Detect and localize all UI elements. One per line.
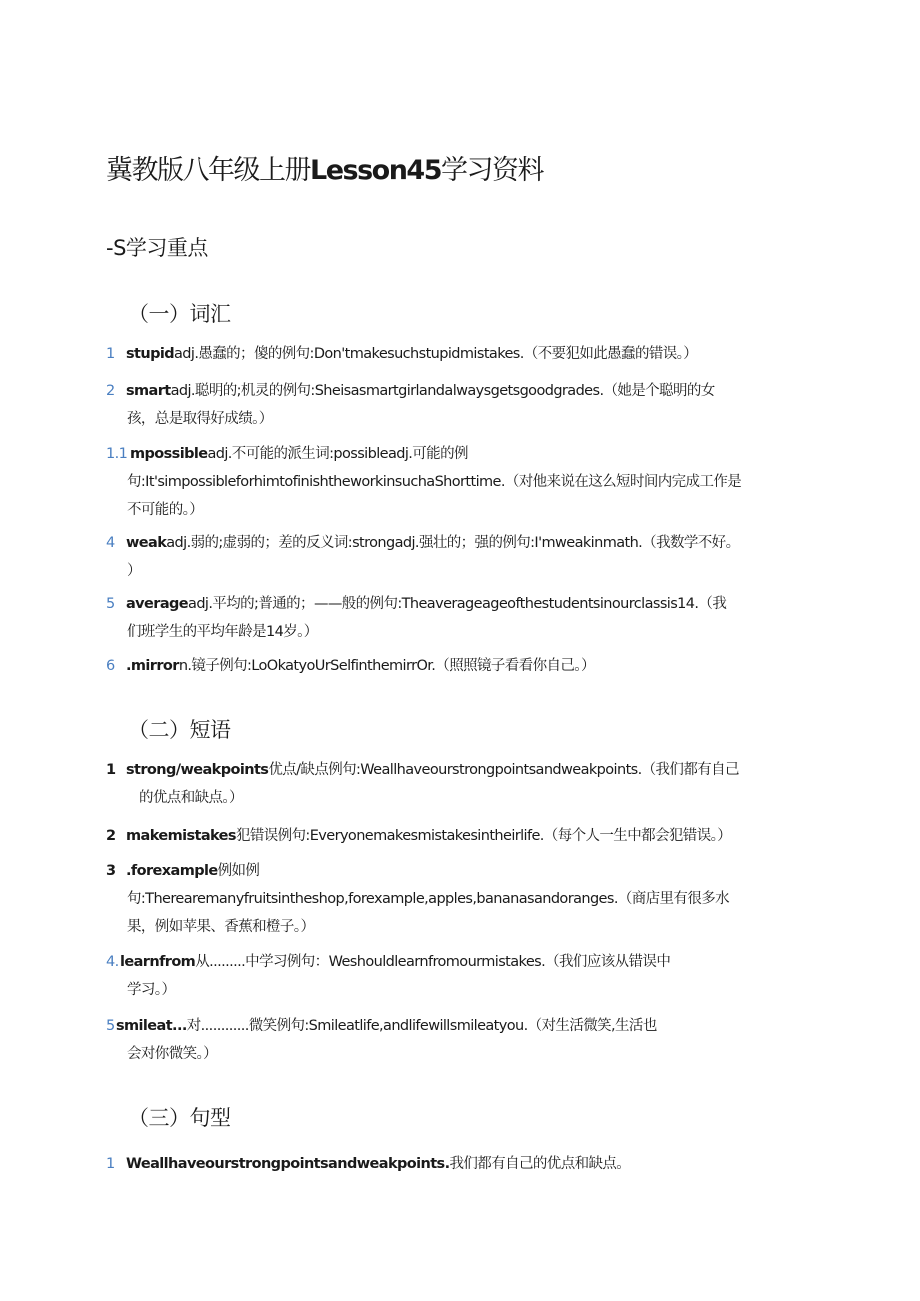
heading-phrases: （二）短语 [128,718,231,742]
phrase-item: 3 .forexample例如例 句:Therearemanyfruitsintheshop,forexample,apples,bananasandoranges.（商店里有很多水 果，例如苹果、香蕉和橙子。） [106,863,730,935]
vocab-word: .mirror [126,658,179,674]
sentence-text: Weallhaveourstrongpointsandweakpoints. [126,1156,450,1172]
vocab-word: weak [126,535,167,551]
vocab-word: smart [126,383,171,399]
phrase-item: 1 strong/weakpoints优点/缺点例句:Weallhaveourstrongpointsandweakpoints.（我们都有自己 的优点和缺点。） [106,762,739,806]
vocab-item: 1 stupidadj.愚蠢的；傻的例句:Don'tmakesuchstupidmistakes.（不要犯如此愚蠢的错误。） [106,346,698,362]
phrase-word: learnfrom [120,954,196,970]
vocab-item: 1.1 mpossibleadj.不可能的派生词:possibleadj.可能的例 句:It'simpossibleforhimtofinishtheworkinsuchaShorttime.（对他来说在这么短时间内完成工作是 不可能的。） [106,446,742,518]
vocab-item: 6 .mirrorn.镜子例句:LoOkatyoUrSelfinthemirrOr.（照照镜子看看你自己。） [106,658,595,674]
vocab-item: 4 weakadj.弱的;虚弱的；差的反义词:strongadj.强壮的；强的例句:I'mweakinmath.（我数学不好。 ） [106,535,740,579]
vocab-item: 2 smartadj.聪明的;机灵的例句:Sheisasmartgirlandalwaysgetsgoodgrades.（她是个聪明的女 孩，总是取得好成绩。） [106,383,715,427]
vocab-word: average [126,596,189,612]
phrase-item: 4.learnfrom从.........中学习例句：Weshouldlearnfromourmistakes.（我们应该从错误中 学习。） [106,954,671,998]
heading-vocabulary: （一）词汇 [128,302,231,326]
vocab-item: 5 averageadj.平均的;普通的；——般的例句:Theaverageageofthestudentsinourclassis14.（我 们班学生的平均年龄是14岁。） [106,596,727,640]
sentence-item: 1 Weallhaveourstrongpointsandweakpoints.我们都有自己的优点和缺点。 [106,1156,631,1172]
phrase-item: 2 makemistakes犯错误例句:Everyonemakesmistakesintheirlife.（每个人一生中都会犯错误。） [106,828,732,844]
section-heading-main: -S学习重点 [106,236,208,260]
phrase-word: strong/weakpoints [126,762,269,778]
vocab-word: stupid [126,346,175,362]
vocab-word: mpossible [130,446,208,462]
phrase-word: makemistakes [126,828,236,844]
document-title: 冀教版八年级上册Lesson45学习资料 [106,155,544,186]
heading-sentences: （三）句型 [128,1106,231,1130]
phrase-item: 5smileat...对............微笑例句:Smileatlife,andlifewillsmileatyou.（对生活微笑,生活也 会对你微笑。） [106,1018,657,1062]
phrase-word: smileat... [116,1018,187,1034]
phrase-word: .forexample [126,863,218,879]
